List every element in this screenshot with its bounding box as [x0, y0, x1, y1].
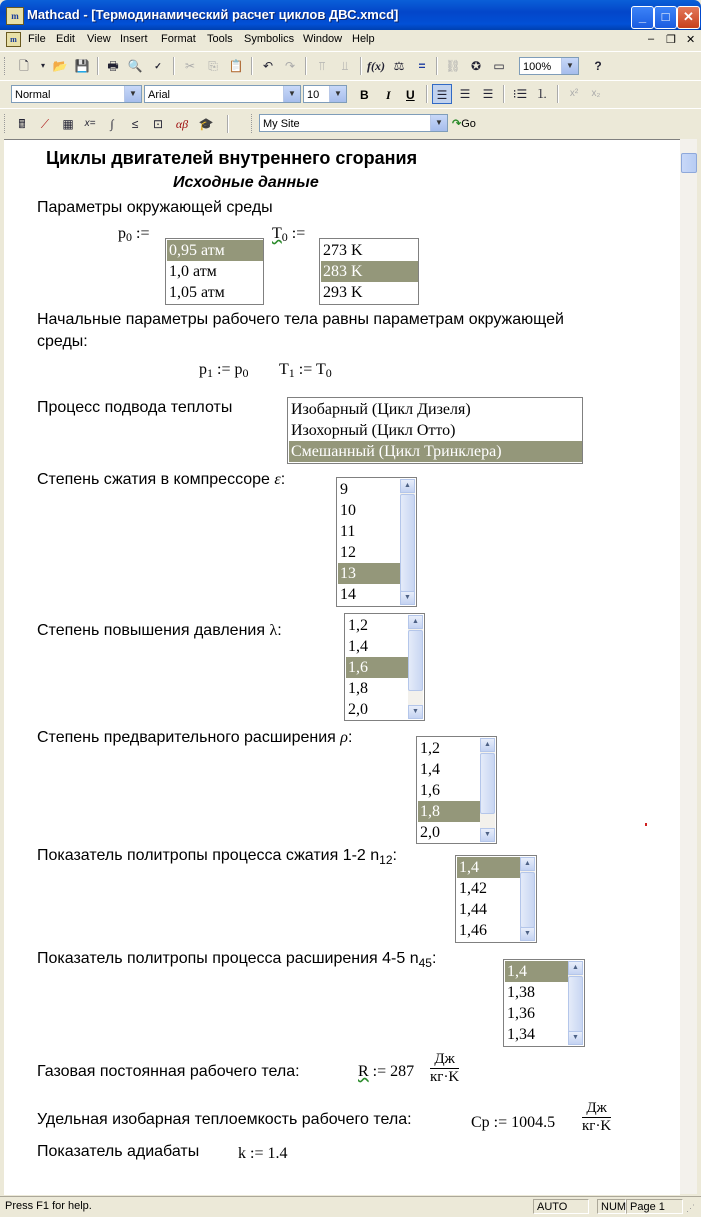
separator — [360, 57, 362, 75]
assign-operator: := — [372, 1063, 387, 1080]
font-value: Arial — [148, 89, 171, 101]
toolbar-grip[interactable] — [4, 114, 8, 133]
menu-insert[interactable]: Insert — [120, 33, 148, 45]
separator — [436, 57, 438, 75]
R-symbol: R — [358, 1063, 369, 1080]
run-script-icon[interactable]: ▭ — [493, 59, 505, 73]
eps-option[interactable]: 13 — [338, 563, 400, 584]
copy-icon[interactable]: ⎘ — [208, 59, 218, 73]
scroll-up-icon[interactable]: ▲ — [408, 615, 423, 629]
separator — [503, 85, 505, 103]
go-button[interactable] — [452, 117, 476, 130]
rho-option[interactable]: 1,8 — [418, 801, 480, 822]
T0-definition[interactable] — [272, 225, 305, 245]
menu-file[interactable]: File — [28, 33, 46, 45]
scroll-down-icon[interactable]: ▼ — [408, 705, 423, 719]
p1-definition[interactable]: $p_1$ := $p_0$ — [199, 361, 249, 380]
greek-icon[interactable]: αβ — [175, 117, 189, 131]
R-unit — [430, 1051, 459, 1086]
scrollbar-thumb[interactable] — [681, 153, 697, 173]
rho-label: Степень предварительного расширения ρ: — [37, 729, 353, 746]
assign-operator: := — [298, 361, 313, 378]
separator — [97, 57, 99, 75]
rho-option[interactable]: 1,4 — [420, 761, 440, 778]
title-bar — [0, 0, 701, 30]
lambda-option[interactable]: 1,4 — [348, 638, 368, 655]
style-value: Normal — [15, 89, 51, 101]
doc-minimize-icon[interactable]: – — [648, 33, 655, 45]
Cp-unit-denominator: кг·K — [582, 1118, 612, 1134]
n12-label: Показатель политропы процесса сжатия 1-2 $n_{12}$: — [37, 847, 397, 868]
Cp-unit-numerator: Дж — [582, 1100, 611, 1118]
insert-hyperlink-icon[interactable]: ⛓ — [445, 59, 461, 73]
n12-scrollbar[interactable] — [520, 857, 535, 941]
k-label: Показатель адиабаты — [37, 1143, 200, 1160]
superscript-button[interactable]: x² — [569, 88, 579, 99]
menu-help[interactable]: Help — [352, 33, 375, 45]
assign-operator: := — [217, 361, 231, 378]
separator — [426, 85, 428, 103]
n12-option[interactable]: 1,46 — [459, 922, 487, 939]
boolean-icon[interactable]: ≤ — [131, 117, 139, 131]
T0-option[interactable]: 283 K — [321, 261, 419, 282]
n12-label-text: Показатель политропы процесса сжатия 1-2 n — [37, 847, 380, 864]
R-unit-numerator: Дж — [430, 1051, 459, 1069]
go-arrow-icon: ↷ — [452, 118, 462, 130]
calculate-icon[interactable]: = — [418, 59, 426, 73]
chevron-down-icon[interactable]: ▼ — [124, 86, 141, 102]
status-bar — [0, 1196, 701, 1217]
scroll-down-icon[interactable]: ▼ — [568, 1031, 583, 1045]
chevron-down-icon[interactable]: ▼ — [329, 86, 346, 102]
lambda-label-text: Степень повышения давления — [37, 622, 265, 639]
lambda-option[interactable]: 1,6 — [346, 657, 408, 678]
graph-icon[interactable]: ⟋ — [40, 117, 50, 131]
bullets-icon[interactable]: ⁝☰ — [512, 87, 528, 101]
menu-window[interactable]: Window — [303, 33, 343, 45]
lambda-label: Степень повышения давления λ: — [37, 622, 282, 639]
eps-label-text: Степень сжатия в компрессоре — [37, 471, 270, 488]
T1-symbol: T — [279, 361, 289, 378]
align-right-icon[interactable]: ☰ — [482, 87, 494, 101]
formatting-toolbar — [0, 80, 701, 108]
calculus-icon[interactable]: ∫ — [110, 117, 114, 131]
vertical-scrollbar[interactable] — [680, 139, 697, 1194]
rho-label-text: Степень предварительного расширения — [37, 729, 336, 746]
toolbar-grip[interactable] — [251, 114, 255, 133]
align-left-icon[interactable]: ☰ — [432, 84, 452, 104]
p0-option[interactable]: 1,0 атм — [169, 263, 217, 280]
scroll-down-icon[interactable]: ▼ — [400, 591, 415, 605]
doc-close-icon[interactable]: ✕ — [686, 34, 696, 46]
n45-listbox[interactable] — [503, 959, 585, 1047]
Cp-label: Удельная изобарная теплоемкость рабочего тела: — [37, 1111, 412, 1128]
scroll-up-icon[interactable]: ▲ — [520, 857, 535, 871]
separator — [173, 57, 175, 75]
undo-icon[interactable]: ↶ — [262, 59, 274, 73]
scroll-up-icon[interactable]: ▲ — [480, 738, 495, 752]
toolbar-grip[interactable] — [4, 57, 8, 75]
k-value: 1.4 — [267, 1145, 288, 1162]
T0-ref: T — [315, 361, 326, 378]
align-center-icon[interactable]: ☰ — [459, 87, 471, 101]
separator — [251, 57, 253, 75]
underline-button[interactable]: U — [406, 88, 415, 102]
R-label: Газовая постоянная рабочего тела: — [37, 1063, 300, 1080]
rho-option[interactable]: 1,6 — [420, 782, 440, 799]
n45-option[interactable]: 1,34 — [507, 1026, 535, 1043]
mathcad-icon[interactable]: m — [6, 7, 24, 25]
rho-symbol: ρ — [340, 729, 348, 746]
font-size-select[interactable] — [303, 85, 347, 103]
rho-listbox[interactable] — [416, 736, 497, 844]
site-select[interactable] — [259, 114, 448, 132]
chevron-down-icon[interactable]: ▼ — [283, 86, 300, 102]
heat-option[interactable]: Смешанный (Цикл Тринклера) — [289, 441, 583, 462]
font-size-value: 10 — [307, 89, 320, 101]
doc-restore-icon[interactable]: ❐ — [666, 34, 676, 46]
heat-listbox[interactable] — [287, 397, 583, 464]
eps-listbox[interactable] — [336, 477, 417, 607]
k-definition[interactable] — [238, 1145, 287, 1163]
menu-tools[interactable]: Tools — [207, 33, 233, 45]
assign-operator: := — [136, 225, 150, 242]
open-icon[interactable]: 📂 — [52, 59, 68, 73]
status-page: Page 1 — [626, 1199, 683, 1214]
print-icon[interactable]: 🖶 — [107, 59, 119, 73]
T0-listbox[interactable] — [319, 238, 419, 305]
n12-option[interactable]: 1,42 — [459, 880, 487, 897]
Cp-unit — [582, 1100, 611, 1135]
menu-edit[interactable]: Edit — [56, 33, 75, 45]
paste-icon[interactable]: 📋 — [228, 59, 244, 73]
font-select[interactable] — [144, 85, 301, 103]
T0-option[interactable]: 293 K — [323, 284, 363, 301]
assign-operator: := — [493, 1114, 508, 1131]
heat-label: Процесс подвода теплоты — [37, 399, 233, 416]
rho-option[interactable]: 2,0 — [420, 824, 440, 841]
document-icon[interactable]: m — [6, 32, 21, 47]
lambda-option[interactable]: 1,8 — [348, 680, 368, 697]
n45-subscript: 45 — [418, 956, 432, 971]
menu-bar — [0, 30, 701, 49]
Cp-value: 1004.5 — [511, 1114, 556, 1131]
initial-label-line1: Начальные параметры рабочего тела равны параметрам окружающей — [37, 311, 564, 328]
section-subtitle: Исходные данные — [173, 174, 319, 191]
insert-unit-icon[interactable]: ⚖ — [393, 59, 405, 73]
initial-label-line2: среды: — [37, 333, 88, 350]
scroll-thumb[interactable] — [480, 753, 495, 814]
page-title: Циклы двигателей внутреннего сгорания — [46, 148, 418, 168]
window-title: Mathcad - [Термодинамический расчет циклов ДВС.xmcd] — [27, 7, 399, 22]
zoom-select[interactable] — [519, 57, 579, 75]
lambda-option[interactable]: 2,0 — [348, 701, 368, 718]
Cp-symbol: Cp — [471, 1114, 490, 1131]
n45-option[interactable]: 1,36 — [507, 1005, 535, 1022]
eps-option[interactable]: 10 — [340, 502, 356, 519]
cut-icon[interactable]: ✂ — [184, 59, 196, 73]
n12-subscript: 12 — [379, 853, 393, 868]
style-select[interactable] — [11, 85, 142, 103]
env-label: Параметры окружающей среды — [37, 199, 273, 216]
menu-format[interactable]: Format — [161, 33, 196, 45]
p0-symbol: p — [118, 225, 126, 242]
n45-option[interactable]: 1,4 — [505, 961, 568, 982]
n45-label: Показатель политропы процесса расширения 4-5 $n_{45}$: — [37, 950, 437, 971]
maximize-button[interactable]: □ — [654, 6, 677, 29]
status-mode: AUTO — [533, 1199, 589, 1214]
T1-definition[interactable]: $T_1$ := $T_0$ — [279, 361, 332, 380]
eps-label: Степень сжатия в компрессоре ε: — [37, 471, 286, 488]
Cp-definition[interactable] — [471, 1114, 555, 1132]
scroll-thumb[interactable] — [520, 872, 535, 928]
p0-ref: p — [234, 361, 243, 378]
assign-operator: := — [250, 1145, 264, 1162]
k-symbol: k — [238, 1145, 246, 1162]
evaluation-icon[interactable]: x= — [84, 118, 96, 129]
numbering-icon[interactable]: ⒈ — [535, 87, 548, 101]
T0-ref-subscript: 0 — [325, 366, 332, 380]
menu-view[interactable]: View — [87, 33, 111, 45]
close-button[interactable]: ✕ — [677, 6, 700, 29]
R-unit-denominator: кг·K — [430, 1069, 460, 1085]
scroll-thumb[interactable] — [568, 976, 583, 1032]
lambda-listbox[interactable] — [344, 613, 425, 721]
separator — [227, 115, 229, 133]
subscript-button[interactable]: x₂ — [591, 88, 601, 99]
align-across-icon[interactable]: ⫪ — [318, 59, 326, 73]
status-num: NUM — [597, 1199, 626, 1214]
lambda-scrollbar[interactable] — [408, 615, 423, 719]
programming-icon[interactable]: ⊡ — [152, 117, 164, 131]
p0-ref-subscript: 0 — [242, 366, 249, 380]
component-wizard-icon[interactable]: ✪ — [470, 59, 482, 73]
rho-scrollbar[interactable] — [480, 738, 495, 842]
new-dropdown-icon[interactable]: ▾ — [40, 61, 45, 70]
go-label: Go — [461, 118, 476, 130]
R-definition[interactable] — [358, 1063, 414, 1081]
p0-subscript: 0 — [126, 230, 132, 244]
insert-function-icon[interactable]: f(x) — [367, 59, 385, 73]
separator — [305, 57, 307, 75]
calculator-icon[interactable]: 🖩 — [18, 117, 26, 131]
symbolic-icon[interactable]: 🎓 — [198, 117, 214, 131]
eps-scrollbar[interactable] — [400, 479, 415, 605]
eps-symbol: ε — [274, 471, 281, 488]
n45-label-text: Показатель политропы процесса расширения 4-5 n — [37, 950, 419, 967]
p0-listbox[interactable] — [165, 238, 264, 305]
lambda-option[interactable]: 1,2 — [348, 617, 368, 634]
matrix-icon[interactable]: ▦ — [62, 117, 74, 131]
lambda-symbol: λ — [269, 622, 278, 639]
eps-option[interactable]: 12 — [340, 544, 356, 561]
worksheet[interactable] — [4, 139, 680, 1195]
eps-option[interactable]: 9 — [340, 481, 348, 498]
heat-option[interactable]: Изохорный (Цикл Отто) — [291, 422, 456, 439]
p0-definition[interactable] — [118, 225, 149, 245]
T0-option[interactable]: 273 K — [323, 242, 363, 259]
scroll-down-icon[interactable]: ▼ — [520, 927, 535, 941]
math-toolbar — [0, 108, 701, 138]
status-help-text: Press F1 for help. — [5, 1200, 92, 1212]
minimize-button[interactable]: _ — [631, 6, 654, 29]
p0-option[interactable]: 1,05 атм — [169, 284, 225, 301]
chevron-down-icon[interactable]: ▼ — [430, 115, 447, 131]
R-value: 287 — [390, 1063, 415, 1080]
help-icon[interactable]: ? — [594, 59, 602, 73]
spell-check-icon[interactable]: ✓ — [154, 61, 162, 71]
scroll-up-icon[interactable]: ▲ — [568, 961, 583, 975]
region-marker — [645, 823, 647, 826]
heat-option[interactable]: Изобарный (Цикл Дизеля) — [291, 401, 471, 418]
eps-option[interactable]: 14 — [340, 586, 356, 603]
italic-button[interactable]: I — [386, 88, 391, 102]
redo-icon[interactable]: ↷ — [284, 59, 296, 73]
align-down-icon[interactable]: ⫫ — [341, 59, 349, 73]
eps-option[interactable]: 11 — [340, 523, 356, 540]
assign-operator: := — [291, 225, 306, 242]
standard-toolbar — [0, 51, 701, 80]
rho-option[interactable]: 1,2 — [420, 740, 440, 757]
bold-button[interactable]: B — [360, 88, 369, 102]
n12-option[interactable]: 1,4 — [457, 857, 520, 878]
n12-listbox[interactable] — [455, 855, 537, 943]
scroll-thumb[interactable] — [400, 494, 415, 592]
p1-symbol: p — [199, 361, 207, 378]
p0-option[interactable]: 0,95 атм — [167, 240, 264, 261]
site-value: My Site — [263, 118, 300, 130]
n45-scrollbar[interactable] — [568, 961, 583, 1045]
print-preview-icon[interactable]: 🔍 — [127, 59, 143, 73]
separator — [557, 85, 559, 103]
zoom-value: 100% — [523, 61, 552, 73]
new-icon[interactable]: 🗋 — [19, 59, 29, 73]
resize-grip-icon[interactable]: ⋰ — [686, 1203, 695, 1213]
n45-option[interactable]: 1,38 — [507, 984, 535, 1001]
T0-symbol: T — [272, 225, 282, 242]
save-icon[interactable]: 💾 — [74, 59, 90, 73]
scroll-thumb[interactable] — [408, 630, 423, 691]
scroll-up-icon[interactable]: ▲ — [400, 479, 415, 493]
menu-symbolics[interactable]: Symbolics — [244, 33, 295, 45]
T0-subscript: 0 — [281, 230, 288, 244]
scroll-down-icon[interactable]: ▼ — [480, 828, 495, 842]
n12-option[interactable]: 1,44 — [459, 901, 487, 918]
chevron-down-icon[interactable]: ▼ — [561, 58, 578, 74]
